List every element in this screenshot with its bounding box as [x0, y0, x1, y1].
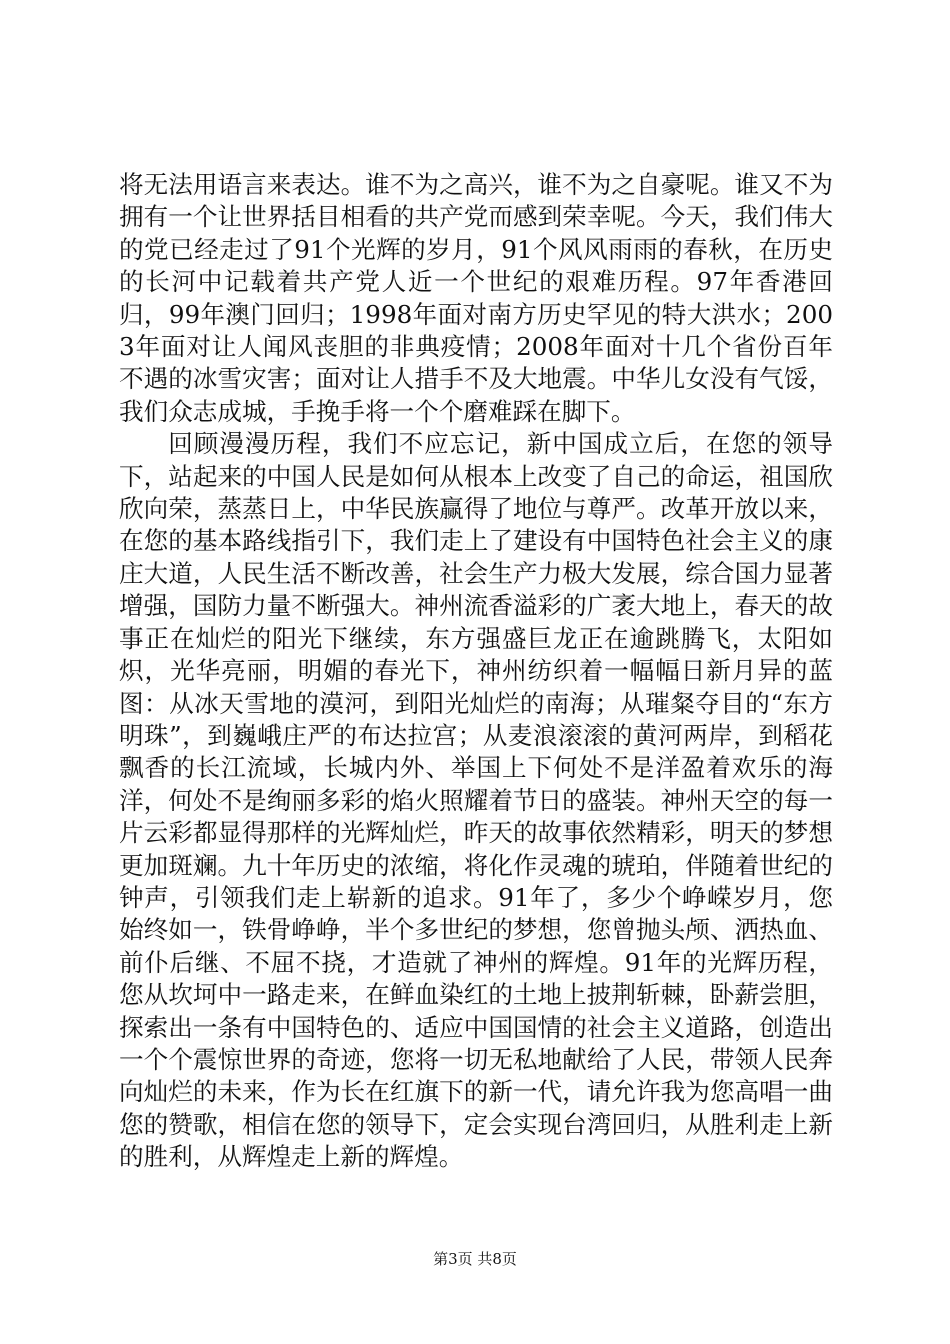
paragraph-2: 回顾漫漫历程，我们不应忘记，新中国成立后，在您的领导下，站起来的中国人民是如何从根本上改变了自己的命运，祖国欣欣向荣，蒸蒸日上，中华民族赢得了地位与尊严。改革开放以来，在您的基本路线指引下，我们走上了建设有中国特色社会主义的康庄大道，人民生活不断改善，社会生产力极大发展，综合国力显著增强，国防力量不断强大。神州流香溢彩的广袤大地上，春天的故事正在灿烂的阳光下继续，东方强盛巨龙正在逾跳腾飞，太阳如炽，光华亮丽，明媚的春光下，神州纺织着一幅幅日新月异的蓝图：从冰天雪地的漠河，到阳光灿烂的南海；从璀粲夺目的“东方明珠”，到巍峨庄严的布达拉宫；从麦浪滚滚的黄河两岸，到稻花飘香的长江流域，长城内外、举国上下何处不是洋盈着欢乐的海洋，何处不是绚丽多彩的焰火照耀着节日的盛装。神州天空的每一片云彩都显得那样的光辉灿烂，昨天的故事依然精彩，明天的梦想更加斑斓。九十年历史的浓缩，将化作灵魂的琥珀，伴随着世纪的钟声，引领我们走上崭新的追求。91年了，多少个峥嵘岁月，您始终如一，铁骨峥峥，半个多世纪的梦想，您曾抛头颅、洒热血、前仆后继、不屈不挠，才造就了神州的辉煌。91年的光辉历程，您从坎坷中一路走来，在鲜血染红的土地上披荆斩棘，卧薪尝胆，探索出一条有中国特色的、适应中国国情的社会主义道路，创造出一个个震惊世界的奇迹，您将一切无私地献给了人民，带领人民奔向灿烂的未来，作为长在红旗下的新一代，请允许我为您高唱一曲您的赞歌，相信在您的领导下，定会实现台湾回归，从胜利走上新的胜利，从辉煌走上新的辉煌。 [119, 429, 833, 1172]
document-body [119, 169, 833, 1174]
page-number-footer: 第3页 共8页 [433, 1250, 517, 1268]
paragraph-1: 将无法用语言来表达。谁不为之高兴，谁不为之自豪呢。谁又不为拥有一个让世界括目相看的共产党而感到荣幸呢。今天，我们伟大的党已经走过了91个光辉的岁月，91个风风雨雨的春秋，在历史的长河中记载着共产党人近一个世纪的艰难历程。97年香港回归，99年澳门回归；1998年面对南方历史罕见的特大洪水；2003年面对让人闻风丧胆的非典疫情；2008年面对十几个省份百年不遇的冰雪灾害；面对让人措手不及大地震。中华儿女没有气馁，我们众志成城，手挽手将一个个磨难踩在脚下。 [119, 170, 833, 426]
